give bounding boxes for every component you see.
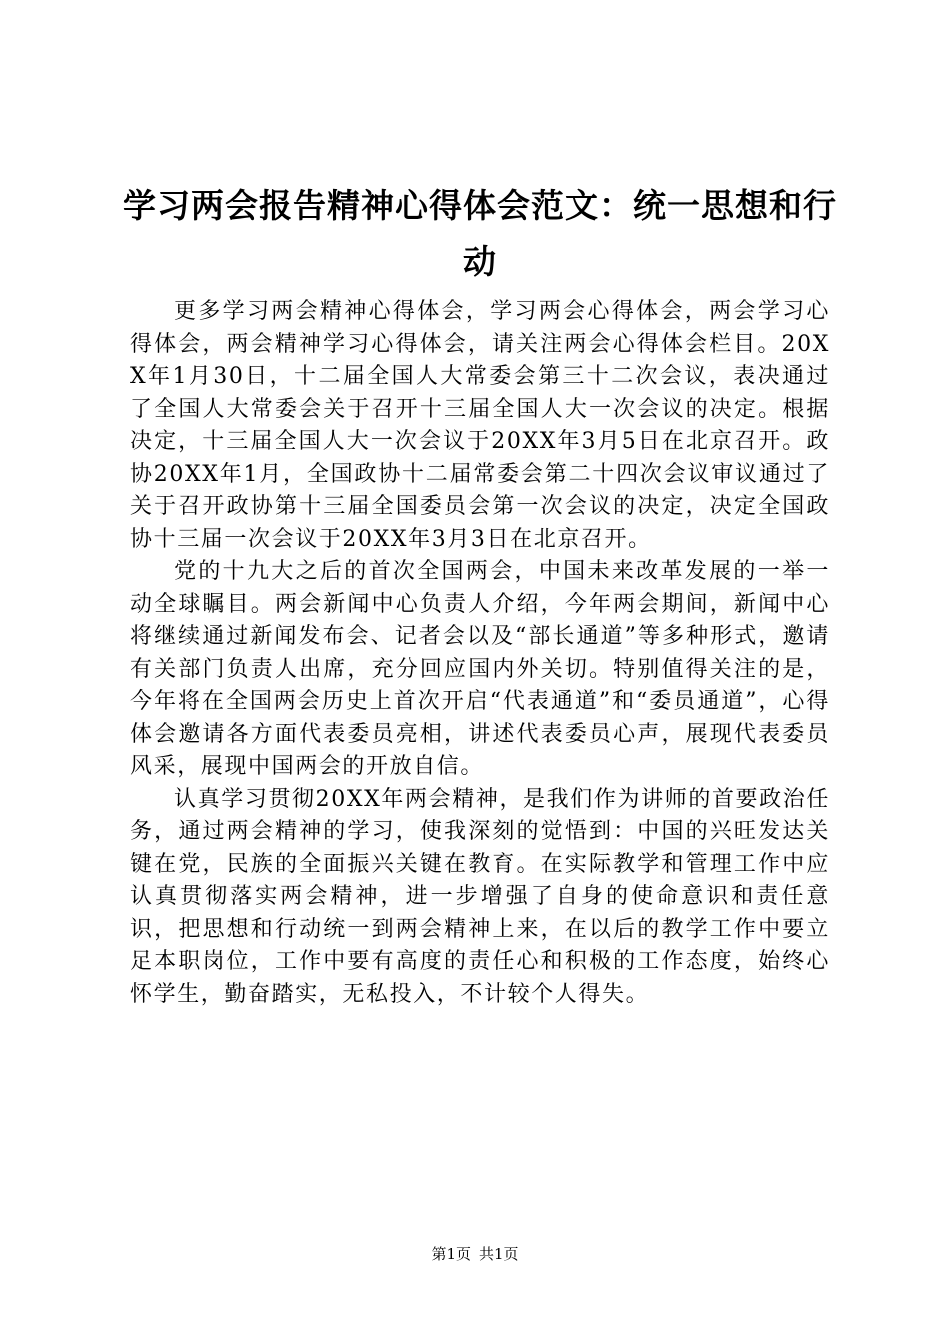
page-number: 第1页: [431, 1245, 471, 1263]
paragraph: 更多学习两会精神心得体会，学习两会心得体会，两会学习心得体会，两会精神学习心得体会，请关注两会心得体会栏目。20XX年1月30日，十二届全国人大常委会第三十二次会议，表决通过了全国人大常委会关于召开十三届全国人大一次会议的决定。根据决定，十三届全国人大一次会议于20XX年3月5日在北京召开。政协20XX年1月，全国政协十二届常委会第二十四次会议审议通过了关于召开政协第十三届全国委员会第一次会议的决定，决定全国政协十三届一次会议于20XX年3月3日在北京召开。: [130, 299, 830, 552]
page-footer: [0, 1243, 950, 1265]
page-total: 共1页: [479, 1245, 519, 1263]
document-title: 学习两会报告精神心得体会范文：统一思想和行动: [123, 186, 837, 281]
paragraph: 认真学习贯彻20XX年两会精神，是我们作为讲师的首要政治任务，通过两会精神的学习，使我深刻的觉悟到：中国的兴旺发达关键在党，民族的全面振兴关键在教育。在实际教学和管理工作中应认真贯彻落实两会精神，进一步增强了自身的使命意识和责任意识，把思想和行动统一到两会精神上来，在以后的教学工作中要立足本职岗位，工作中要有高度的责任心和积极的工作态度，始终心怀学生，勤奋踏实，无私投入，不计较个人得失。: [130, 786, 830, 1007]
document-body: [130, 296, 830, 1011]
paragraph: 党的十九大之后的首次全国两会，中国未来改革发展的一举一动全球瞩目。两会新闻中心负责人介绍，今年两会期间，新闻中心将继续通过新闻发布会、记者会以及“部长通道”等多种形式，邀请有关部门负责人出席，充分回应国内外关切。特别值得关注的是，今年将在全国两会历史上首次开启“代表通道”和“委员通道”，心得体会邀请各方面代表委员亮相，讲述代表委员心声，展现代表委员风采，展现中国两会的开放自信。: [130, 559, 830, 779]
